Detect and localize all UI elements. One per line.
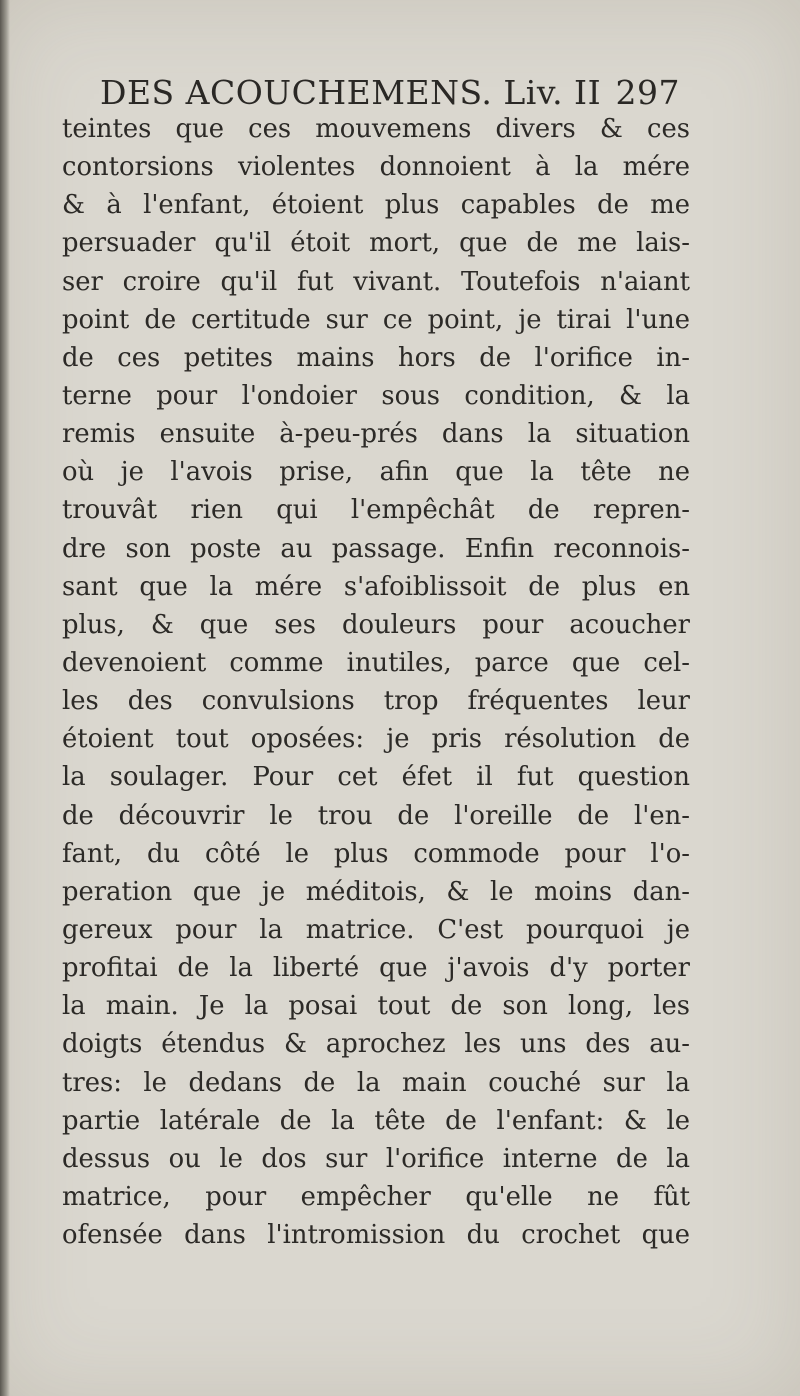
text-line: gereux pour la matrice. C'est pourquoi je [62, 914, 690, 945]
text-line: remis ensuite à-peu-prés dans la situation [62, 419, 690, 450]
text-line: doigts étendus & aprochez les uns des au- [62, 1029, 690, 1060]
text-line: peration que je méditois, & le moins dan- [62, 876, 690, 907]
text-line: ofensée dans l'intromission du crochet que [62, 1220, 690, 1251]
text-line: dessus ou le dos sur l'orifice interne de la [62, 1143, 690, 1174]
running-head-title: DES ACOUCHEMENS. Liv. II [100, 73, 602, 112]
text-line: partie latérale de la tête de l'enfant: & le [62, 1105, 690, 1136]
text-line: dre son poste au passage. Enfin reconnois- [62, 533, 690, 564]
text-line: où je l'avois prise, afin que la tête ne [62, 457, 690, 488]
text-line: les des convulsions trop fréquentes leur [62, 686, 690, 717]
text-line: terne pour l'ondoier sous condition, & la [62, 380, 690, 411]
text-line: la soulager. Pour cet éfet il fut question [62, 762, 690, 793]
text-line: sant que la mére s'afoiblissoit de plus en [62, 571, 690, 602]
text-line: & à l'enfant, étoient plus capables de me [62, 190, 690, 221]
page-gutter-shadow [0, 0, 10, 1396]
text-line: de ces petites mains hors de l'orifice in- [62, 342, 690, 373]
text-line: de découvrir le trou de l'oreille de l'en- [62, 800, 690, 831]
text-line: persuader qu'il étoit mort, que de me lais- [62, 228, 690, 259]
text-line: contorsions violentes donnoient à la mére [62, 152, 690, 183]
text-line: plus, & que ses douleurs pour acoucher [62, 609, 690, 640]
text-line: point de certitude sur ce point, je tirai l'une [62, 304, 690, 335]
text-line: profitai de la liberté que j'avois d'y porter [62, 953, 690, 984]
text-line: étoient tout oposées: je pris résolution de [62, 724, 690, 755]
text-line: trouvât rien qui l'empêchât de repren- [62, 495, 690, 526]
text-line: tres: le dedans de la main couché sur la [62, 1067, 690, 1098]
text-line: la main. Je la posai tout de son long, les [62, 991, 690, 1022]
text-line: matrice, pour empêcher qu'elle ne fût [62, 1181, 690, 1212]
text-line: fant, du côté le plus commode pour l'o- [62, 838, 690, 869]
text-body [62, 110, 690, 1254]
page-number: 297 [615, 73, 680, 112]
text-line: ser croire qu'il fut vivant. Toutefois n'aiant [62, 266, 690, 297]
text-line: devenoient comme inutiles, parce que cel- [62, 647, 690, 678]
text-line: teintes que ces mouvemens divers & ces [62, 114, 690, 144]
